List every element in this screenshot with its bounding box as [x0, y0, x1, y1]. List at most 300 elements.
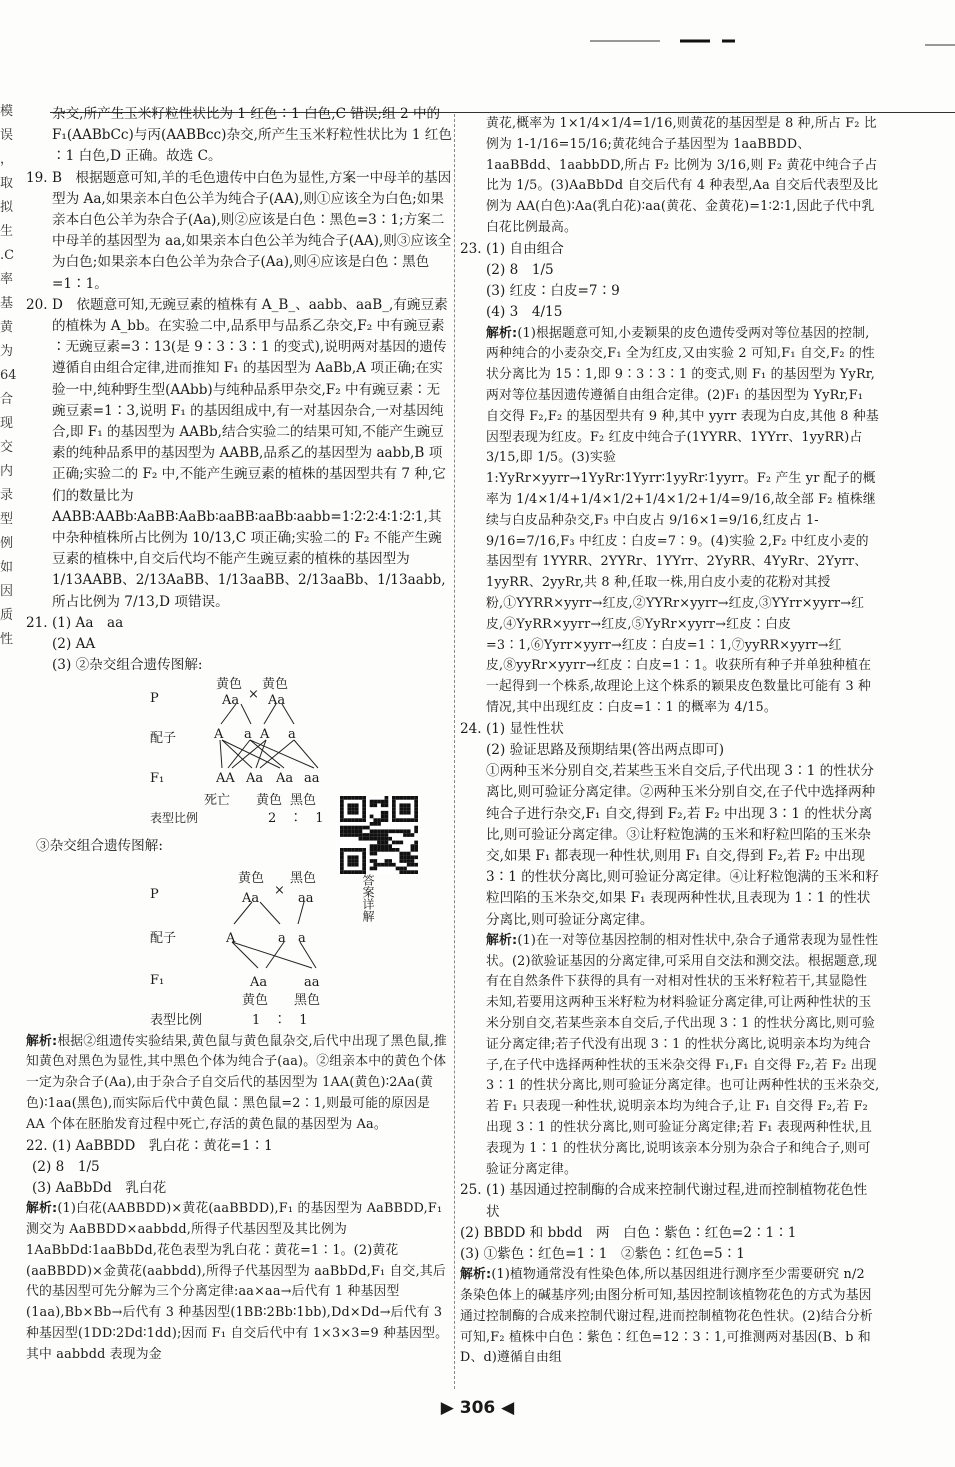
qr-module: [399, 811, 403, 815]
qr-module: [347, 855, 351, 859]
margin-fragment: 生: [0, 224, 14, 239]
qr-module: [411, 818, 415, 822]
qr-module: [399, 829, 403, 833]
qr-module: [370, 833, 374, 837]
diagram2-gamete-label: 配子: [150, 930, 177, 946]
qr-module: [351, 829, 355, 833]
margin-fragment: 内: [0, 464, 14, 479]
qr-module: [399, 870, 403, 874]
qr-module: [414, 818, 418, 822]
qr-module: [344, 796, 348, 800]
qr-module: [351, 796, 355, 800]
qr-module: [407, 859, 411, 863]
qr-module: [407, 855, 411, 859]
qr-module: [392, 807, 396, 811]
qr-module: [399, 818, 403, 822]
qr-module: [381, 811, 385, 815]
margin-fragment: 为: [0, 344, 14, 359]
answer-21-explanation: [26, 1032, 452, 1136]
answer-24-2: (2) 验证思路及预期结果(答出两点即可): [486, 741, 725, 758]
qr-module: [396, 841, 400, 845]
qr-module: [347, 833, 351, 837]
qr-module: [340, 815, 344, 819]
diagram2-ratio: 1 ∶ 1: [252, 1012, 308, 1028]
qr-module: [359, 826, 363, 830]
qr-module: [362, 852, 366, 856]
diagram1-gamete: A: [260, 727, 270, 743]
diagram2-f1-label: F₁: [150, 972, 165, 988]
qr-module: [359, 818, 363, 822]
qr-module: [340, 818, 344, 822]
qr-module: [362, 800, 366, 804]
qr-module: [385, 829, 389, 833]
qr-module: [407, 863, 411, 867]
qr-module: [347, 870, 351, 874]
diagram1-yellow: 黄色: [256, 793, 283, 809]
answer-21-2: (2) AA: [52, 636, 96, 653]
diagram1-gamete: a: [288, 727, 296, 743]
qr-module: [340, 829, 344, 833]
diagram1-gamete: a: [244, 727, 252, 743]
answer-23-1: 23. (1) 自由组合: [460, 240, 564, 257]
diagram2-gamete: a: [298, 930, 306, 946]
qr-module: [351, 859, 355, 863]
qr-module: [411, 844, 415, 848]
margin-fragment: ，取: [0, 152, 14, 191]
answer-22-explanation: [26, 1199, 452, 1365]
qr-module: [399, 841, 403, 845]
qr-module: [414, 829, 418, 833]
qr-module: [399, 803, 403, 807]
qr-module: [377, 818, 381, 822]
qr-module: [355, 811, 359, 815]
qr-module: [414, 815, 418, 819]
qr-module: [403, 829, 407, 833]
qr-module: [392, 796, 396, 800]
qr-module: [414, 863, 418, 867]
qr-module: [385, 811, 389, 815]
qr-module: [377, 841, 381, 845]
qr-module: [399, 867, 403, 871]
qr-module: [344, 826, 348, 830]
qr-module: [347, 818, 351, 822]
qr-module: [388, 848, 392, 852]
answer-25-1: 25. (1) 基因通过控制酶的合成来控制代谢过程,进而控制植物花色性状: [460, 1182, 868, 1220]
qr-module: [411, 848, 415, 852]
qr-module: [414, 848, 418, 852]
margin-fragment: 录: [0, 488, 14, 503]
qr-module: [381, 841, 385, 845]
margin-fragment: 黄: [0, 320, 14, 335]
qr-module: [377, 829, 381, 833]
qr-module: [407, 818, 411, 822]
qr-module: [381, 863, 385, 867]
diagram1-parent2: Aa: [268, 693, 286, 709]
qr-module: [403, 855, 407, 859]
qr-module: [407, 796, 411, 800]
qr-module: [362, 833, 366, 837]
qr-module: [359, 848, 363, 852]
triangle-right-icon: ▶: [440, 1398, 454, 1418]
qr-module: [340, 863, 344, 867]
qr-module: [340, 807, 344, 811]
qr-module: [392, 800, 396, 804]
diagram2-p-label: P: [150, 886, 159, 902]
page-number: 306: [459, 1398, 496, 1418]
qr-module: [370, 837, 374, 841]
qr-module: [403, 807, 407, 811]
qr-module: [399, 807, 403, 811]
qr-module: [385, 818, 389, 822]
qr-module: [362, 818, 366, 822]
margin-fragment: 基: [0, 296, 14, 311]
diagram1-offspring: AA: [216, 771, 235, 787]
qr-module: [377, 848, 381, 852]
diagram1-offspring: Aa: [246, 771, 264, 787]
qr-module: [407, 829, 411, 833]
qr-module: [396, 848, 400, 852]
qr-module: [414, 855, 418, 859]
qr-module: [347, 859, 351, 863]
qr-module: [373, 867, 377, 871]
qr-module: [362, 807, 366, 811]
qr-module: [359, 829, 363, 833]
q18-continuation: 杂交,所产生玉米籽粒性状比为 1 红色∶1 白色,C 错误;组 2 中的 F₁(AABbCc)与丙(AABBcc)杂交,所产生玉米籽粒性状比为 1 红色∶1 白色,D 正确。故选 C。: [52, 106, 452, 165]
qr-module: [351, 803, 355, 807]
answer-23-4: (4) 3 4/15: [486, 304, 563, 321]
diagram2-ratio-label: 表型比例: [150, 1012, 203, 1028]
qr-module: [381, 803, 385, 807]
qr-module: [381, 818, 385, 822]
qr-module: [370, 852, 374, 856]
answer-21-1: 21. (1) Aa aa: [26, 614, 124, 631]
qr-module: [362, 859, 366, 863]
qr-module: [355, 807, 359, 811]
qr-module: [351, 848, 355, 852]
qr-module: [399, 796, 403, 800]
qr-module: [407, 852, 411, 856]
qr-module: [392, 848, 396, 852]
qr-label: 答案详解: [361, 874, 375, 922]
qr-module: [403, 803, 407, 807]
qr-module: [377, 833, 381, 837]
qr-module: [388, 844, 392, 848]
qr-module: [411, 855, 415, 859]
explanation-text: (1)白花(AABBDD)×黄花(aaBBDD),F₁ 的基因型为 AaBBDD,F₁测交为 AaBBDD×aabbdd,所得子代基因型及其比例为 1AaBbDd∶1aaBbDd,花色表型为乳白花∶黄花=1∶1。(2)黄花(aaBBDD)×金黄花(aabbdd),所得子代基因型为 aaBbDd,F₁ 自交,其后代的基因型可先分解为三个分离定律:aa×aa→后代有 1 种基因型(1aa),Bb×Bb→后代有 3 种基因型(1BB∶2Bb∶1bb),Dd×Dd→后代有 3 种基因型(1DD∶2Dd∶1dd);因而 F₁ 自交后代中有 1×3×3=9 种基因型。其中 aabbdd 表现为金: [26, 1201, 449, 1362]
qr-module: [385, 796, 389, 800]
right-column: [460, 114, 880, 1369]
qr-module: [347, 829, 351, 833]
diagram2-parent1-color: 黄色: [238, 870, 265, 886]
answer-25-explanation: [460, 1265, 880, 1369]
qr-module: [355, 803, 359, 807]
qr-module: [414, 844, 418, 848]
answer-22-3: (3) AaBbDd 乳白花: [32, 1180, 167, 1197]
qr-module: [355, 859, 359, 863]
qr-module: [355, 826, 359, 830]
qr-module: [403, 818, 407, 822]
qr-module: [411, 870, 415, 874]
qr-module: [355, 870, 359, 874]
page-footer: [0, 1398, 955, 1418]
answer-24-1: 24. (1) 显性性状: [460, 720, 564, 737]
qr-module: [373, 844, 377, 848]
qr-module: [388, 829, 392, 833]
qr-module: [351, 833, 355, 837]
qr-module: [392, 841, 396, 845]
qr-module: [385, 844, 389, 848]
qr-module: [344, 833, 348, 837]
qr-module: [359, 837, 363, 841]
qr-module: [370, 844, 374, 848]
explanation-label: 解析:: [26, 1201, 58, 1217]
diagram1-cross: ×: [248, 687, 259, 703]
qr-module: [340, 811, 344, 815]
diagram1-parent2-color: 黄色: [262, 677, 289, 693]
qr-module: [362, 796, 366, 800]
qr-module: [392, 811, 396, 815]
qr-module: [370, 859, 374, 863]
margin-fragment: 因: [0, 584, 14, 599]
qr-module: [407, 870, 411, 874]
qr-module: [362, 811, 366, 815]
qr-module: [340, 796, 344, 800]
cross-diagram-2: [36, 858, 452, 1032]
qr-module: [366, 833, 370, 837]
qr-module: [392, 863, 396, 867]
qr-module: [407, 811, 411, 815]
qr-module: [344, 818, 348, 822]
qr-module: [403, 796, 407, 800]
explanation-label: 解析:: [486, 325, 518, 341]
qr-module: [403, 833, 407, 837]
answer-21-3b: ③杂交组合遗传图解:: [36, 838, 163, 855]
qr-module: [373, 859, 377, 863]
qr-module: [396, 829, 400, 833]
qr-module: [385, 803, 389, 807]
margin-fragment: 交: [0, 440, 14, 455]
qr-module: [366, 837, 370, 841]
qr-module: [373, 829, 377, 833]
left-column: [26, 104, 452, 1366]
qr-module: [362, 837, 366, 841]
qr-module: [373, 852, 377, 856]
qr-module: [411, 833, 415, 837]
qr-module: [347, 826, 351, 830]
answer-19: 19. B 根据题意可知,羊的毛色遗传中白色为显性,方案一中母羊的基因型为 Aa,如果亲本白色公羊为纯合子(AA),则①应该全为白色;如果亲本白色公羊为杂合子(Aa),则②应该是白色∶黑色=3∶1;方案二中母羊的基因型为 aa,如果亲本白色公羊为纯合子(AA),则③应该全为白色;如果亲本白色公羊为杂合子(Aa),则④应该是白色∶黑色=1∶1。: [26, 169, 452, 292]
diagram1-parent1: Aa: [222, 693, 240, 709]
qr-module: [355, 829, 359, 833]
qr-module: [373, 833, 377, 837]
qr-module: [396, 867, 400, 871]
qr-module: [370, 848, 374, 852]
qr-module: [388, 859, 392, 863]
qr-module: [377, 837, 381, 841]
qr-module: [411, 859, 415, 863]
diagram2-offspring: aa: [304, 974, 320, 990]
qr-module: [388, 863, 392, 867]
explanation-text: (1)在一对等位基因控制的相对性状中,杂合子通常表现为显性性状。(2)欲验证基因的分离定律,可采用自交法和测交法。根据题意,现有在自然条件下获得的具有一对相对性状的玉米籽粒若干,其显隐性未知,若要用这两种玉米籽粒为材料验证分离定律,可让两种性状的玉米分别自交,若某些亲本自交后,子代出现 3∶1 的性状分离比,则可验证分离定律;若子代没有出现 3∶1 的性状分离比,说明亲本均为纯合子,在子代中选择两种性状的玉米杂交得 F₁,F₁ 自交得 F₂,若 F₂ 出现 3∶1 的性状分离比,则可验证分离定律。也可让两种性状的玉米杂交,若 F₁ 只表现一种性状,说明亲本均为纯合子,让 F₁ 自交得 F₂,若 F₂ 出现 3∶1 的性状分离比,则可验证分离定律;若 F₁ 表现两种性状,且表现为 1∶1 的性状分离比,说明该亲本分别为杂合子和纯合子,则可验证分离定律。: [486, 932, 880, 1177]
diagram1-f1-label: F₁: [150, 771, 165, 787]
margin-fragment: 质: [0, 608, 14, 623]
qr-module: [344, 829, 348, 833]
answer-22-continuation: 黄花,概率为 1×1/4×1/4=1/16,则黄花的基因型是 8 种,所占 F₂ 比例为 1-1/16=15/16;黄花纯合子基因型为 1aaBBDD、1aaBBdd、1aabbDD,所占 F₂ 比例为 3/16,则 F₂ 黄花中纯合子占比为 1/5。(3)AaBbDd 自交后代有 4 种表型,Aa 自交后代表型及比例为 AA(白色)∶Aa(乳白花)∶aa(黄花、金黄花)=1∶2∶1,因此子代中乳白花比例最高。: [486, 116, 879, 235]
qr-module: [344, 870, 348, 874]
qr-module: [381, 815, 385, 819]
answer-23-3: (3) 红皮∶白皮=7∶9: [486, 283, 620, 300]
diagram2-parent2-color: 黑色: [290, 870, 317, 886]
explanation-label: 解析:: [486, 932, 518, 948]
qr-module: [340, 852, 344, 856]
left-margin-fragments: [0, 100, 18, 652]
qr-module: [407, 803, 411, 807]
qr-module: [370, 822, 374, 826]
qr-module: [373, 818, 377, 822]
qr-module: [381, 844, 385, 848]
qr-module: [381, 800, 385, 804]
qr-module: [385, 859, 389, 863]
qr-module: [414, 800, 418, 804]
qr-module: [373, 800, 377, 804]
qr-module: [340, 867, 344, 871]
qr-module: [340, 859, 344, 863]
qr-module: [347, 807, 351, 811]
margin-fragment: .C: [0, 248, 15, 263]
qr-module: [385, 863, 389, 867]
qr-module: [362, 867, 366, 871]
qr-module: [399, 855, 403, 859]
qr-module: [340, 800, 344, 804]
diagram1-p-label: P: [150, 691, 159, 707]
qr-module: [355, 863, 359, 867]
qr-module: [351, 863, 355, 867]
diagram2-parent1: Aa: [242, 890, 260, 906]
qr-module: [385, 848, 389, 852]
qr-module: [392, 829, 396, 833]
qr-module: [351, 807, 355, 811]
qr-module: [381, 833, 385, 837]
qr-module: [373, 837, 377, 841]
qr-module: [340, 826, 344, 830]
margin-fragment: 合: [0, 392, 14, 407]
margin-fragment: 模: [0, 104, 14, 119]
diagram1-black: 黑色: [290, 793, 317, 809]
qr-module: [396, 796, 400, 800]
margin-fragment: 性: [0, 632, 14, 647]
qr-module: [373, 822, 377, 826]
qr-module: [355, 833, 359, 837]
explanation-text: 根据②组遗传实验结果,黄色鼠与黄色鼠杂交,后代中出现了黑色鼠,推知黄色对黑色为显性,其中黑色个体为纯合子(aa)。②组亲本中的黄色个体一定为杂合子(Aa),由于杂合子自交后代的基因型为 1AA(黄色)∶2Aa(黄色)∶1aa(黑色),而实际后代中黄色鼠∶黑色鼠=2∶1,则最可能的原因是 AA 个体在胚胎发育过程中死亡,存活的黄色鼠的基因型为 Aa。: [26, 1033, 448, 1132]
qr-module: [411, 863, 415, 867]
qr-module: [344, 848, 348, 852]
qr-module: [377, 822, 381, 826]
diagram2-gamete: A: [226, 930, 236, 946]
qr-module: [414, 796, 418, 800]
qr-module: [347, 848, 351, 852]
qr-module: [385, 800, 389, 804]
explanation-label: 解析:: [26, 1033, 58, 1049]
answer-25-3: (3) ①紫色∶红色=1∶1 ②紫色∶红色=5∶1: [460, 1245, 745, 1262]
qr-module: [403, 870, 407, 874]
qr-module: [351, 855, 355, 859]
qr-module: [340, 855, 344, 859]
qr-code[interactable]: [340, 796, 418, 874]
qr-module: [403, 867, 407, 871]
diagram1-offspring: Aa: [276, 771, 294, 787]
qr-module: [407, 807, 411, 811]
qr-module: [366, 826, 370, 830]
qr-module: [362, 815, 366, 819]
diagram1-ratio: 2 ∶ 1: [268, 811, 324, 827]
margin-fragment: 如: [0, 560, 14, 575]
qr-module: [340, 803, 344, 807]
qr-module: [370, 800, 374, 804]
qr-module: [385, 815, 389, 819]
qr-module: [377, 800, 381, 804]
qr-module: [362, 863, 366, 867]
qr-module: [362, 803, 366, 807]
qr-module: [340, 833, 344, 837]
margin-fragment: 误: [0, 128, 14, 143]
qr-module: [370, 815, 374, 819]
qr-module: [396, 818, 400, 822]
margin-fragment: 型: [0, 512, 14, 527]
qr-module: [373, 863, 377, 867]
answer-24-answers: ①两种玉米分别自交,若某些玉米自交后,子代出现 3∶1 的性状分离比,则可验证分离定律。②两种玉米分别自交,在子代中选择两种纯合子进行杂交,F₁ 自交,得到 F₂,若 F₂ 中出现 3∶1 的性状分离比,则可验证分离定律。③让籽粒饱满的玉米和籽粒凹陷的玉米杂交,如果 F₁ 都表现一种性状,则用 F₁ 自交,得到 F₂,若 F₂ 中出现 3∶1 的性状分离比,则可验证分离定律。④让籽粒饱满的玉米和籽粒凹陷的玉米杂交,如果 F₁ 表现两种性状,且表现为 1∶1 的性状分离比,则可验证分离定律。: [486, 763, 879, 928]
qr-module: [381, 829, 385, 833]
qr-module: [370, 829, 374, 833]
diagram2-offspring: Aa: [250, 974, 268, 990]
qr-module: [340, 848, 344, 852]
qr-module: [351, 870, 355, 874]
qr-module: [355, 855, 359, 859]
qr-module: [385, 841, 389, 845]
qr-module: [373, 803, 377, 807]
qr-module: [385, 833, 389, 837]
diagram2-parent2: aa: [298, 890, 314, 906]
answer-23-explanation: [460, 324, 880, 719]
qr-module: [407, 833, 411, 837]
diagram2-black: 黑色: [294, 992, 321, 1008]
diagram1-death: 死亡: [204, 793, 231, 809]
qr-module: [381, 848, 385, 852]
qr-module: [414, 811, 418, 815]
explanation-text: (1)根据题意可知,小麦颖果的皮色遗传受两对等位基因的控制,两种纯合的小麦杂交,F₁ 全为红皮,又由实验 2 可知,F₁ 自交,F₂ 的性状分离比为 15∶1,即 9∶3∶3∶1 的变式,则 F₁ 的基因型为 YyRr,两对等位基因遗传遵循自由组合定律。(2)F₁ 的基因型为 YyRr,F₁ 自交得 F₂,F₂ 的基因型共有 9 种,其中 yyrr 表现为白皮,其他 8 种基因型表现为红皮。F₂ 红皮中纯合子(1YYRR、1YYrr、1yyRR)占 3/15,即 1/5。(3)实验 1:YyRr×yyrr→1YyRr∶1Yyrr∶1yyRr∶1yyrr。F₂ 产生 yr 配子的概率为 1/4×1/4+1/4×1/2+1/4×1/2+1/4=9/16,故全部 F₂ 植株继续与白皮品种杂交,F₃ 中白皮占 9/16×1=9/16,红皮占 1-9/16=7/16,F₃ 中红皮∶白皮=7∶9。(4)实验 2,F₂ 中红皮小麦的基因型有 1YYRR、2YYRr、1YYrr、2YyRR、4YyRr、2Yyrr、1yyRR、2yyRr,共 8 种,任取一株,用白皮小麦的花粉对其授粉,①YYRR×yyrr→红皮,②YYRr×yyrr→红皮,③YYrr×yyrr→红皮,④YyRR×yyrr→红皮,⑤YyRr×yyrr→红皮∶白皮=3∶1,⑥Yyrr×yyrr→红皮∶白皮=1∶1,⑦yyRR×yyrr→红皮,⑧yyRr×yyrr→红皮∶白皮=1∶1。收获所有种子并单独种植在一起得到一个株系,故理论上这个株系的颖果皮色数量比可能有 3 种情况,其中出现红皮∶白皮=1∶1 的概率为 4/15。: [486, 325, 879, 715]
qr-module: [362, 826, 366, 830]
answer-23-2: (2) 8 1/5: [486, 261, 554, 278]
qr-module: [381, 837, 385, 841]
margin-fragment: 例: [0, 536, 14, 551]
qr-module: [411, 796, 415, 800]
answer-22-2: (2) 8 1/5: [32, 1158, 100, 1175]
qr-module: [392, 815, 396, 819]
qr-module: [377, 844, 381, 848]
qr-module: [355, 796, 359, 800]
margin-fragment: 率: [0, 272, 14, 287]
qr-module: [340, 870, 344, 874]
margin-fragment: 现: [0, 416, 14, 431]
diagram1-gamete-label: 配子: [150, 731, 177, 747]
qr-module: [359, 796, 363, 800]
qr-module: [355, 848, 359, 852]
answer-22-1: 22. (1) AaBBDD 乳白花∶黄花=1∶1: [26, 1137, 273, 1154]
qr-module: [403, 852, 407, 856]
header-decoration: [590, 34, 955, 46]
qr-module: [399, 859, 403, 863]
diagram1-ratio-label: 表型比例: [150, 811, 199, 826]
qr-module: [351, 811, 355, 815]
qr-module: [377, 863, 381, 867]
